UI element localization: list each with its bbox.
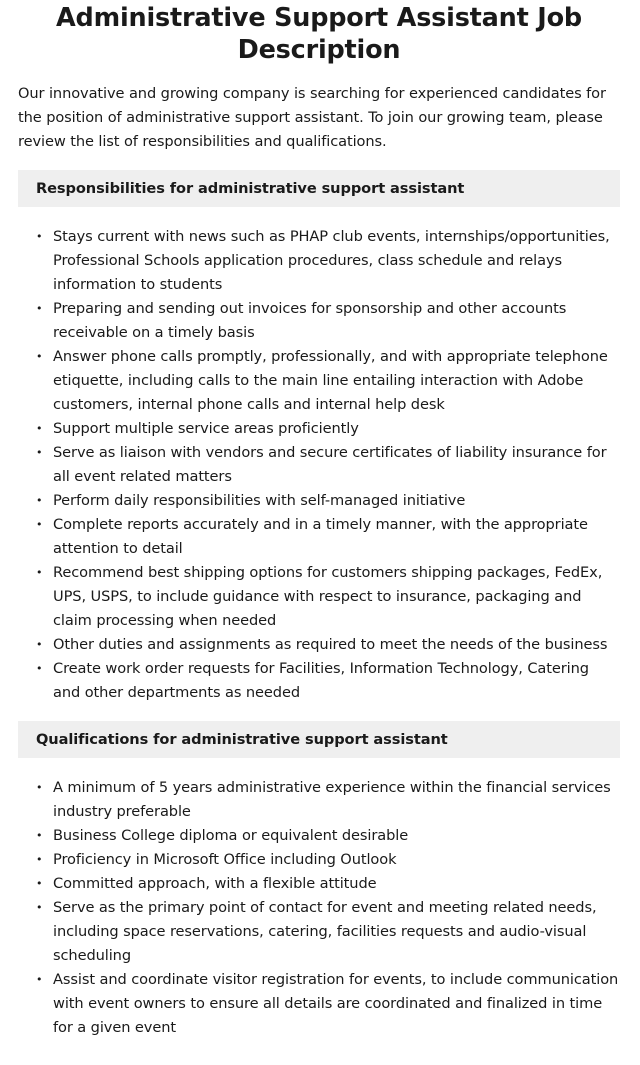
list-item — [36, 345, 620, 417]
bullet-icon: • — [36, 446, 43, 459]
list-item-text: Preparing and sending out invoices for sponsorship and other accounts receivable on a timely basis — [53, 300, 567, 341]
bullet-icon: • — [36, 566, 43, 579]
list-item — [36, 417, 620, 441]
intro-paragraph: Our innovative and growing company is searching for experienced candidates for the position of administrative support assistant. To join our growing team, please review the list of responsibilities and qualifications. — [18, 85, 606, 150]
list-item-text: Recommend best shipping options for customers shipping packages, FedEx, UPS, USPS, to include guidance with respect to insurance, packaging and claim processing when needed — [53, 564, 603, 629]
bullet-icon: • — [36, 877, 43, 890]
bullet-icon: • — [36, 973, 43, 986]
list-item-text: Create work order requests for Facilities, Information Technology, Catering and other departments as needed — [53, 660, 589, 701]
list-item-text: Serve as the primary point of contact for event and meeting related needs, including space reservations, catering, facilities requests and audio-visual scheduling — [53, 899, 597, 964]
list-item — [36, 561, 620, 633]
bullet-icon: • — [36, 302, 43, 315]
list-item-text: Complete reports accurately and in a timely manner, with the appropriate attention to detail — [53, 516, 588, 557]
list-item-text: Proficiency in Microsoft Office including Outlook — [53, 851, 397, 868]
list-item-text: Other duties and assignments as required to meet the needs of the business — [53, 636, 608, 653]
bullet-icon: • — [36, 829, 43, 842]
bullet-icon: • — [36, 901, 43, 914]
list-item — [36, 441, 620, 489]
list-item — [36, 824, 620, 848]
list-item-text: Perform daily responsibilities with self-managed initiative — [53, 492, 466, 509]
bullet-icon: • — [36, 853, 43, 866]
list-item — [36, 968, 620, 1040]
bullet-icon: • — [36, 494, 43, 507]
list-item — [36, 513, 620, 561]
list-item — [36, 633, 620, 657]
responsibilities-heading: Responsibilities for administrative support assistant — [18, 170, 620, 207]
bullet-icon: • — [36, 638, 43, 651]
list-item — [36, 776, 620, 824]
list-item — [36, 297, 620, 345]
list-item — [36, 225, 620, 297]
list-item — [36, 896, 620, 968]
list-item — [36, 848, 620, 872]
list-item-text: Serve as liaison with vendors and secure certificates of liability insurance for all event related matters — [53, 444, 607, 485]
responsibilities-list — [18, 225, 620, 705]
list-item — [36, 872, 620, 896]
list-item — [36, 489, 620, 513]
bullet-icon: • — [36, 662, 43, 675]
list-item — [36, 657, 620, 705]
bullet-icon: • — [36, 422, 43, 435]
list-item-text: Business College diploma or equivalent desirable — [53, 827, 409, 844]
list-item-text: Answer phone calls promptly, professionally, and with appropriate telephone etiquette, including calls to the main line entailing interaction with Adobe customers, internal phone calls and internal help desk — [53, 348, 608, 413]
bullet-icon: • — [36, 518, 43, 531]
bullet-icon: • — [36, 781, 43, 794]
list-item-text: A minimum of 5 years administrative experience within the financial services industry preferable — [53, 779, 611, 820]
bullet-icon: • — [36, 350, 43, 363]
list-item-text: Committed approach, with a flexible attitude — [53, 875, 377, 892]
list-item-text: Assist and coordinate visitor registration for events, to include communication with event owners to ensure all details are coordinated and finalized in time for a given event — [53, 971, 619, 1036]
page-title: Administrative Support Assistant Job Description — [56, 3, 582, 65]
list-item-text: Stays current with news such as PHAP club events, internships/opportunities, Professional Schools application procedures, class schedule and relays information to students — [53, 228, 610, 293]
qualifications-heading: Qualifications for administrative support assistant — [18, 721, 620, 758]
list-item-text: Support multiple service areas proficiently — [53, 420, 359, 437]
qualifications-list — [18, 776, 620, 1040]
bullet-icon: • — [36, 230, 43, 243]
